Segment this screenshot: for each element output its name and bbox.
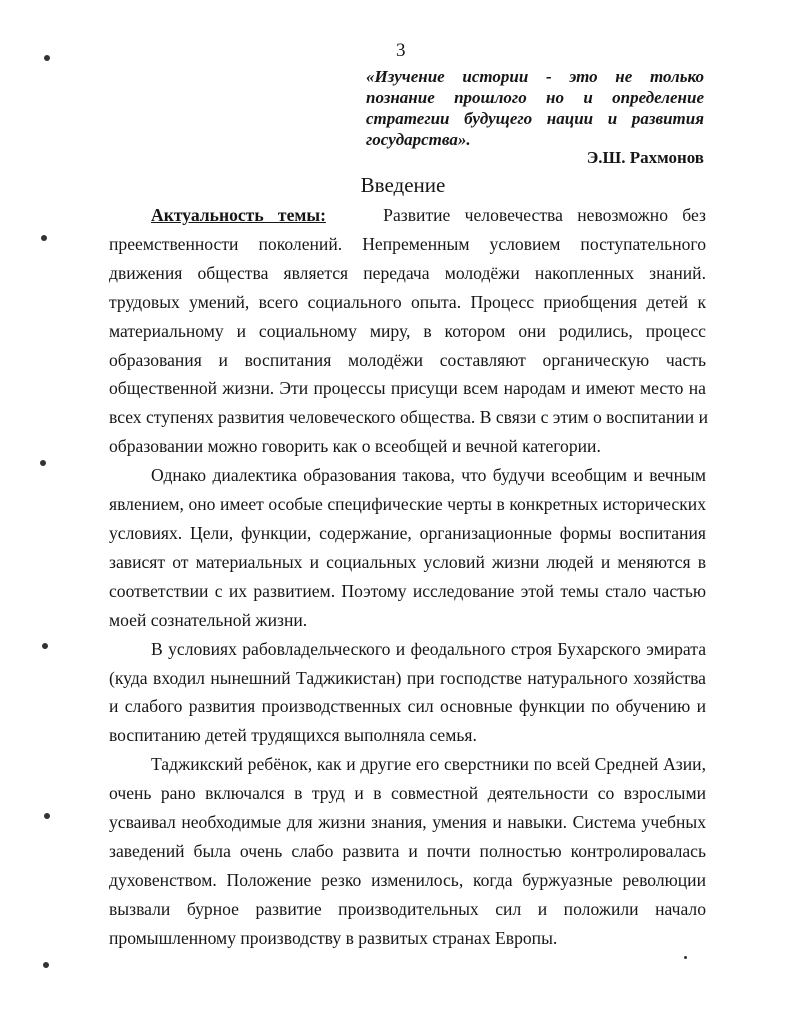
text-line: явлением, оно имеет особые специфические черты в конкретных исторических	[109, 494, 706, 515]
scan-binding-mark	[40, 460, 46, 466]
scan-binding-mark	[44, 55, 50, 61]
text-line: (куда входил нынешний Таджикистан) при господстве натурального хозяйства	[109, 667, 706, 688]
text-line: Однако диалектика образования такова, что будучи всеобщим и вечным	[151, 465, 706, 486]
text-line: преемственности поколений. Непременным условием поступательного	[109, 233, 706, 254]
body-text	[109, 201, 709, 953]
scan-binding-mark	[42, 643, 48, 649]
scan-speck	[684, 956, 687, 959]
page-number: 3	[396, 40, 406, 61]
text-line: заведений была очень слабо развита и почти полностью контролировалась	[109, 840, 706, 861]
epigraph-line: познание прошлого но и определение	[366, 88, 704, 107]
text-line: В условиях рабовладельческого и феодального строя Бухарского эмирата	[151, 638, 706, 659]
epigraph	[366, 66, 704, 150]
scan-binding-mark	[43, 962, 49, 968]
text-line: условиях. Цели, функции, содержание, организационные формы воспитания	[109, 522, 706, 543]
text-line: воспитанию детей трудящихся выполняла семья.	[109, 725, 477, 746]
text-line: и слабого развития производственных сил основные функции по обучению и	[109, 696, 706, 717]
text-line: соответствии с их развитием. Поэтому исследование этой темы стало частью	[109, 580, 706, 601]
scan-binding-mark	[41, 235, 47, 241]
text-line: вызвали бурное развитие производительных сил и положили начало	[109, 898, 706, 919]
text-line: моей сознательной жизни.	[109, 609, 308, 630]
text-line: всех ступенях развития человеческого общества. В связи с этим о воспитании и	[109, 407, 709, 428]
paragraph-1-first-line	[109, 201, 706, 230]
text-line: промышленному производству в развитых странах Европы.	[109, 927, 558, 948]
text-fragment: Развитие человечества невозможно без	[383, 205, 707, 225]
text-line: материальному и социальному миру, в котором они родились, процесс	[109, 320, 706, 341]
epigraph-line: государства».	[366, 130, 471, 149]
text-line: общественной жизни. Эти процессы присущи всем народам и имеют место на	[109, 378, 706, 399]
text-line: движения общества является передача молодёжи накопленных знаний.	[109, 262, 706, 283]
scan-binding-mark	[44, 813, 50, 819]
topic-relevance-label: Актуальность темы:	[151, 205, 326, 225]
text-line: усваивал необходимые для жизни знания, умения и навыки. Система учебных	[109, 812, 706, 833]
text-line: духовенством. Положение резко изменилось, когда буржуазные революции	[109, 869, 706, 890]
text-line: трудовых умений, всего социального опыта. Процесс приобщения детей к	[109, 291, 706, 312]
text-line: очень рано включался в труд и в совместной деятельности со взрослыми	[109, 783, 706, 804]
epigraph-author: Э.Ш. Рахмонов	[586, 148, 704, 167]
text-line: образования и воспитания молодёжи составляют органическую часть	[109, 349, 706, 370]
text-line: зависят от материальных и социальных условий жизни людей и меняются в	[109, 551, 706, 572]
text-line: Таджикский ребёнок, как и другие его сверстники по всей Средней Азии,	[151, 754, 706, 775]
epigraph-line: стратегии будущего нации и развития	[366, 109, 704, 128]
section-heading: Введение	[360, 173, 446, 197]
text-line: образовании можно говорить как о всеобщей и вечной категории.	[109, 436, 601, 457]
epigraph-line: «Изучение истории - это не только	[366, 67, 704, 86]
